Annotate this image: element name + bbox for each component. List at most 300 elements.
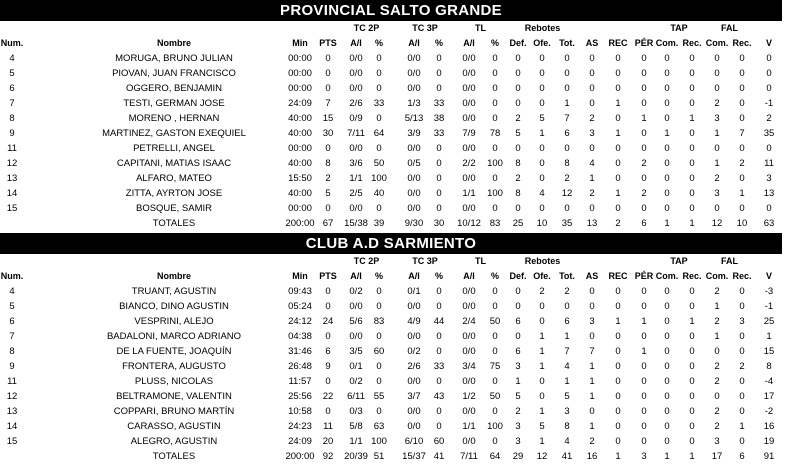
cell-tl-ai: 1/2 (462, 391, 476, 402)
cell-reb-tot: 5 (564, 391, 570, 402)
cell-fal-com: 0 (714, 143, 720, 154)
group-header-4: TAP (670, 23, 688, 33)
cell-tc2-ai: 0/2 (349, 376, 363, 387)
column-header-fal-rec: Rec. (732, 271, 752, 281)
cell-tc3-pct: 0 (436, 173, 442, 184)
cell-per: 1 (641, 346, 647, 357)
cell-reb-tot: 4 (564, 436, 570, 447)
cell-fal-com: 17 (711, 451, 723, 462)
column-header-reb-tot: Tot. (559, 38, 575, 48)
cell-as: 3 (589, 128, 595, 139)
cell-reb-tot: 6 (564, 316, 570, 327)
cell-name: MORUGA, BRUNO JULIAN (115, 53, 233, 64)
cell-fal-rec: 0 (739, 98, 745, 109)
cell-tc2-ai: 7/11 (347, 128, 365, 139)
cell-pts: 0 (325, 203, 331, 214)
table-row (0, 96, 782, 111)
cell-min: 40:00 (288, 113, 312, 124)
cell-per: 0 (641, 143, 647, 154)
cell-tc2-pct: 33 (373, 98, 385, 109)
cell-val: -4 (764, 376, 774, 387)
cell-tl-ai: 0/0 (462, 406, 476, 417)
cell-reb-def: 2 (515, 406, 521, 417)
column-header-per: PÉR (634, 38, 654, 48)
cell-reb-ofe: 5 (539, 421, 545, 432)
cell-tc2-ai: 20/39 (344, 451, 368, 462)
cell-tc2-pct: 0 (376, 113, 382, 124)
cell-reb-def: 5 (515, 391, 521, 402)
cell-fal-com: 0 (714, 68, 720, 79)
cell-tl-pct: 0 (492, 98, 498, 109)
cell-fal-com: 1 (714, 331, 720, 342)
cell-tap-com: 0 (664, 68, 670, 79)
cell-num: 12 (6, 158, 18, 169)
cell-num: 8 (9, 113, 15, 124)
table-row (0, 141, 782, 156)
cell-name: PIOVAN, JUAN FRANCISCO (112, 68, 236, 79)
column-header-tc3-pct: % (434, 271, 443, 281)
cell-reb-tot: 2 (564, 286, 570, 297)
cell-tl-ai: 0/0 (462, 173, 476, 184)
cell-name: ZITTA, AYRTON JOSE (125, 188, 223, 199)
cell-fal-rec: 0 (739, 68, 745, 79)
column-header-row (0, 269, 782, 284)
cell-tap-rec: 0 (689, 128, 695, 139)
cell-tl-ai: 7/11 (460, 451, 478, 462)
cell-tap-com: 0 (664, 113, 670, 124)
cell-pts: 5 (325, 188, 331, 199)
cell-tc2-ai: 1/1 (349, 436, 363, 447)
cell-num: 9 (9, 361, 15, 372)
cell-num: 11 (7, 143, 17, 154)
cell-tap-rec: 0 (689, 346, 695, 357)
cell-fal-com: 3 (714, 188, 720, 199)
cell-reb-def: 3 (515, 361, 521, 372)
cell-tc3-pct: 0 (436, 421, 442, 432)
column-header-min: Min (292, 271, 308, 281)
column-header-tap-com: Com. (655, 38, 679, 48)
cell-tc3-pct: 0 (436, 83, 442, 94)
cell-num: 7 (9, 98, 15, 109)
cell-reb-ofe: 0 (539, 301, 545, 312)
cell-tc2-pct: 0 (376, 361, 382, 372)
cell-tap-com: 0 (664, 98, 670, 109)
cell-as: 1 (589, 376, 595, 387)
cell-tl-pct: 0 (492, 331, 498, 342)
column-header-per: PÉR (634, 271, 654, 281)
cell-reb-tot: 1 (564, 331, 570, 342)
cell-num: 15 (6, 203, 18, 214)
cell-tc3-pct: 0 (436, 286, 442, 297)
table-row (0, 344, 782, 359)
cell-val: 25 (763, 316, 775, 327)
cell-min: 05:24 (288, 301, 312, 312)
cell-reb-ofe: 10 (536, 218, 548, 229)
cell-per: 0 (641, 68, 647, 79)
cell-tc3-ai: 0/0 (407, 143, 421, 154)
cell-num: 14 (6, 421, 18, 432)
cell-fal-com: 2 (714, 361, 720, 372)
cell-tc3-ai: 0/0 (407, 173, 421, 184)
cell-tap-rec: 0 (689, 286, 695, 297)
cell-tl-ai: 7/9 (462, 128, 476, 139)
column-header-fal-com: Com. (705, 38, 729, 48)
cell-rec: 0 (615, 286, 621, 297)
cell-min: 09:43 (288, 286, 312, 297)
group-header-3: Rebotes (524, 256, 561, 266)
cell-fal-com: 2 (714, 421, 720, 432)
cell-tl-pct: 50 (489, 316, 501, 327)
cell-pts: 8 (325, 158, 331, 169)
cell-fal-rec: 0 (739, 376, 745, 387)
cell-rec: 1 (615, 188, 621, 199)
cell-reb-def: 3 (515, 421, 521, 432)
cell-fal-rec: 0 (739, 286, 745, 297)
cell-pts: 15 (322, 113, 334, 124)
cell-tap-rec: 1 (689, 218, 695, 229)
cell-fal-com: 1 (714, 128, 720, 139)
cell-tc2-ai: 0/0 (349, 203, 363, 214)
cell-name: MORENO , HERNAN (128, 113, 220, 124)
cell-tap-com: 0 (664, 83, 670, 94)
table-row (0, 314, 782, 329)
cell-tc2-pct: 51 (373, 451, 385, 462)
cell-tl-ai: 0/0 (462, 301, 476, 312)
cell-per: 0 (641, 83, 647, 94)
cell-rec: 0 (615, 406, 621, 417)
cell-tc2-pct: 0 (376, 376, 382, 387)
cell-min: 00:00 (288, 83, 312, 94)
table-row (0, 201, 782, 216)
group-header-2: TL (475, 256, 486, 266)
cell-tc2-ai: 15/38 (344, 218, 368, 229)
cell-val: 35 (763, 128, 775, 139)
cell-fal-com: 2 (714, 406, 720, 417)
cell-pts: 0 (325, 376, 331, 387)
table-row (0, 434, 782, 449)
cell-min: 40:00 (288, 158, 312, 169)
cell-tc2-ai: 5/8 (349, 421, 363, 432)
cell-reb-tot: 0 (564, 83, 570, 94)
cell-num: 4 (9, 286, 15, 297)
cell-rec: 0 (615, 113, 621, 124)
group-header-row (0, 254, 782, 269)
cell-tl-ai: 0/0 (462, 331, 476, 342)
column-header-tc3-ai: A/I (408, 38, 420, 48)
cell-tc3-pct: 0 (436, 203, 442, 214)
cell-reb-tot: 8 (564, 421, 570, 432)
cell-tc3-ai: 0/2 (407, 346, 421, 357)
cell-tap-com: 0 (664, 188, 670, 199)
cell-fal-com: 2 (714, 316, 720, 327)
cell-val: 0 (766, 83, 772, 94)
cell-name: OGGERO, BENJAMIN (125, 83, 223, 94)
cell-pts: 67 (322, 218, 334, 229)
column-header-rec: REC (608, 38, 628, 48)
column-header-reb-def: Def. (509, 271, 527, 281)
cell-name: CARASSO, AGUSTIN (127, 421, 221, 432)
totals-row (0, 449, 782, 464)
cell-tc3-pct: 60 (433, 436, 445, 447)
cell-as: 0 (589, 406, 595, 417)
cell-fal-com: 0 (714, 346, 720, 357)
cell-reb-def: 8 (515, 158, 521, 169)
cell-min: 11:57 (288, 376, 312, 387)
cell-as: 2 (589, 188, 595, 199)
cell-rec: 0 (615, 53, 621, 64)
cell-tc2-ai: 0/0 (349, 301, 363, 312)
cell-tc2-pct: 63 (373, 421, 385, 432)
table-row (0, 374, 782, 389)
cell-as: 0 (589, 203, 595, 214)
cell-tl-pct: 0 (492, 376, 498, 387)
cell-reb-tot: 0 (564, 68, 570, 79)
cell-min: 04:38 (288, 331, 312, 342)
cell-tc3-pct: 0 (436, 143, 442, 154)
cell-rec: 1 (615, 316, 621, 327)
cell-val: 17 (763, 391, 775, 402)
cell-tc3-pct: 0 (436, 301, 442, 312)
cell-tc2-pct: 0 (376, 53, 382, 64)
cell-name: DE LA FUENTE, JOAQUÍN (116, 346, 232, 357)
cell-tl-ai: 0/0 (462, 143, 476, 154)
cell-tap-rec: 0 (689, 203, 695, 214)
column-header-name: Nombre (156, 271, 191, 281)
cell-val: 91 (763, 451, 775, 462)
cell-num: 13 (6, 406, 18, 417)
cell-reb-def: 8 (515, 188, 521, 199)
cell-as: 0 (589, 83, 595, 94)
cell-rec: 0 (615, 436, 621, 447)
cell-min: 200:00 (285, 218, 315, 229)
cell-reb-def: 0 (515, 301, 521, 312)
table-row (0, 51, 782, 66)
cell-tap-rec: 0 (689, 331, 695, 342)
cell-tc3-ai: 0/0 (407, 301, 421, 312)
cell-name: BELTRAMONE, VALENTIN (116, 391, 232, 402)
column-header-reb-ofe: Ofe. (533, 38, 551, 48)
cell-reb-def: 0 (515, 331, 521, 342)
cell-tc3-pct: 41 (433, 451, 445, 462)
cell-reb-def: 0 (515, 68, 521, 79)
cell-reb-def: 2 (515, 173, 521, 184)
cell-tl-pct: 0 (492, 203, 498, 214)
cell-tc2-pct: 0 (376, 331, 382, 342)
cell-rec: 2 (615, 218, 621, 229)
cell-tl-ai: 0/0 (462, 68, 476, 79)
cell-tl-ai: 0/0 (462, 436, 476, 447)
cell-fal-com: 0 (714, 391, 720, 402)
cell-as: 2 (589, 436, 595, 447)
cell-tap-com: 0 (664, 53, 670, 64)
cell-tc3-pct: 33 (433, 98, 445, 109)
cell-per: 0 (641, 301, 647, 312)
cell-tap-com: 0 (664, 406, 670, 417)
cell-per: 0 (641, 376, 647, 387)
table-row (0, 111, 782, 126)
group-header-4: TAP (670, 256, 688, 266)
cell-num: 5 (9, 301, 15, 312)
cell-name: BADALONI, MARCO ADRIANO (106, 331, 242, 342)
cell-as: 0 (589, 331, 595, 342)
cell-fal-com: 3 (714, 113, 720, 124)
cell-reb-tot: 8 (564, 158, 570, 169)
cell-fal-rec: 2 (739, 158, 745, 169)
cell-tap-com: 0 (664, 331, 670, 342)
cell-pts: 0 (325, 286, 331, 297)
cell-pts: 0 (325, 53, 331, 64)
cell-tc2-ai: 0/9 (349, 113, 363, 124)
cell-rec: 0 (615, 158, 621, 169)
cell-pts: 0 (325, 406, 331, 417)
cell-rec: 0 (615, 391, 621, 402)
cell-as: 7 (589, 346, 595, 357)
cell-pts: 0 (325, 331, 331, 342)
cell-reb-ofe: 0 (539, 316, 545, 327)
cell-min: 00:00 (288, 203, 312, 214)
cell-rec: 0 (615, 173, 621, 184)
cell-tc2-ai: 2/5 (349, 188, 363, 199)
cell-tap-rec: 0 (689, 98, 695, 109)
cell-tc3-pct: 33 (433, 128, 445, 139)
cell-tl-ai: 1/1 (462, 188, 476, 199)
cell-per: 0 (641, 98, 647, 109)
cell-reb-tot: 4 (564, 361, 570, 372)
cell-tap-rec: 0 (689, 83, 695, 94)
table-row (0, 186, 782, 201)
cell-rec: 1 (615, 98, 621, 109)
cell-tl-pct: 0 (492, 346, 498, 357)
cell-tc2-ai: 3/6 (349, 158, 363, 169)
cell-tl-ai: 0/0 (462, 346, 476, 357)
cell-reb-def: 29 (512, 451, 524, 462)
cell-tc2-ai: 6/11 (347, 391, 365, 402)
table-row (0, 126, 782, 141)
cell-tc3-ai: 9/30 (404, 218, 424, 229)
team-2-banner: CLUB A.D SARMIENTO (0, 233, 782, 254)
cell-tap-com: 0 (664, 301, 670, 312)
cell-name: FRONTERA, AUGUSTO (122, 361, 226, 372)
cell-as: 0 (589, 301, 595, 312)
cell-num: 12 (6, 391, 18, 402)
cell-tap-com: 0 (664, 143, 670, 154)
cell-tl-ai: 3/4 (462, 361, 476, 372)
cell-tc2-pct: 60 (373, 346, 385, 357)
cell-val: 1 (766, 331, 772, 342)
cell-tap-rec: 0 (689, 173, 695, 184)
cell-num: 8 (9, 346, 15, 357)
cell-reb-ofe: 0 (539, 158, 545, 169)
cell-tl-pct: 100 (487, 421, 503, 432)
cell-tc3-pct: 0 (436, 346, 442, 357)
cell-tap-rec: 0 (689, 361, 695, 372)
cell-min: 26:48 (288, 361, 312, 372)
group-header-0: TC 2P (353, 256, 380, 266)
cell-as: 16 (586, 451, 598, 462)
cell-min: 15:50 (288, 173, 312, 184)
cell-reb-ofe: 1 (539, 346, 545, 357)
cell-pts: 20 (322, 436, 334, 447)
cell-as: 0 (589, 143, 595, 154)
cell-tc3-ai: 0/0 (407, 83, 421, 94)
cell-as: 13 (586, 218, 598, 229)
cell-reb-ofe: 0 (539, 203, 545, 214)
cell-per: 0 (641, 53, 647, 64)
cell-pts: 0 (325, 83, 331, 94)
cell-tc2-pct: 0 (376, 143, 382, 154)
cell-fal-rec: 6 (739, 451, 745, 462)
table-row (0, 299, 782, 314)
cell-tc3-ai: 2/6 (407, 361, 421, 372)
table-row (0, 171, 782, 186)
cell-tc3-pct: 0 (436, 376, 442, 387)
cell-val: 3 (766, 173, 772, 184)
cell-reb-def: 1 (515, 376, 521, 387)
cell-tl-pct: 0 (492, 301, 498, 312)
column-header-pts: PTS (319, 38, 337, 48)
cell-tc3-ai: 15/37 (402, 451, 426, 462)
cell-fal-rec: 0 (739, 53, 745, 64)
cell-tc3-ai: 0/0 (407, 53, 421, 64)
cell-tl-pct: 0 (492, 143, 498, 154)
cell-min: 200:00 (285, 451, 315, 462)
cell-reb-def: 5 (515, 128, 521, 139)
table-row (0, 66, 782, 81)
cell-rec: 0 (615, 301, 621, 312)
cell-val: 11 (764, 158, 774, 169)
cell-tap-com: 0 (664, 421, 670, 432)
column-header-reb-ofe: Ofe. (533, 271, 551, 281)
cell-fal-com: 1 (714, 301, 720, 312)
cell-val: 8 (766, 361, 772, 372)
cell-rec: 0 (615, 143, 621, 154)
cell-tap-com: 0 (664, 173, 670, 184)
cell-tc2-ai: 0/1 (349, 361, 363, 372)
cell-as: 2 (589, 113, 595, 124)
cell-reb-ofe: 0 (539, 173, 545, 184)
cell-tl-pct: 83 (489, 218, 501, 229)
column-header-min: Min (292, 38, 308, 48)
cell-val: -2 (764, 406, 774, 417)
cell-reb-ofe: 0 (539, 53, 545, 64)
table-row (0, 404, 782, 419)
cell-name: TOTALES (152, 451, 196, 462)
cell-per: 1 (641, 113, 647, 124)
cell-reb-ofe: 0 (539, 68, 545, 79)
cell-min: 00:00 (288, 68, 312, 79)
cell-tc3-pct: 33 (433, 361, 445, 372)
cell-val: 0 (766, 68, 772, 79)
cell-tl-ai: 2/2 (462, 158, 476, 169)
cell-reb-tot: 7 (564, 346, 570, 357)
cell-reb-tot: 0 (564, 143, 570, 154)
cell-reb-def: 2 (515, 113, 521, 124)
cell-reb-tot: 0 (564, 203, 570, 214)
cell-tap-com: 0 (664, 391, 670, 402)
cell-name: TRUANT, AGUSTIN (131, 286, 217, 297)
totals-row (0, 216, 782, 231)
cell-fal-com: 1 (714, 158, 720, 169)
cell-per: 2 (641, 188, 647, 199)
cell-num (0, 449, 24, 464)
column-header-tl-pct: % (490, 38, 499, 48)
cell-pts: 2 (325, 173, 331, 184)
cell-reb-tot: 1 (564, 376, 570, 387)
cell-tap-com: 0 (664, 316, 670, 327)
cell-num: 5 (9, 68, 15, 79)
cell-tap-com: 1 (664, 218, 670, 229)
cell-rec: 0 (615, 83, 621, 94)
